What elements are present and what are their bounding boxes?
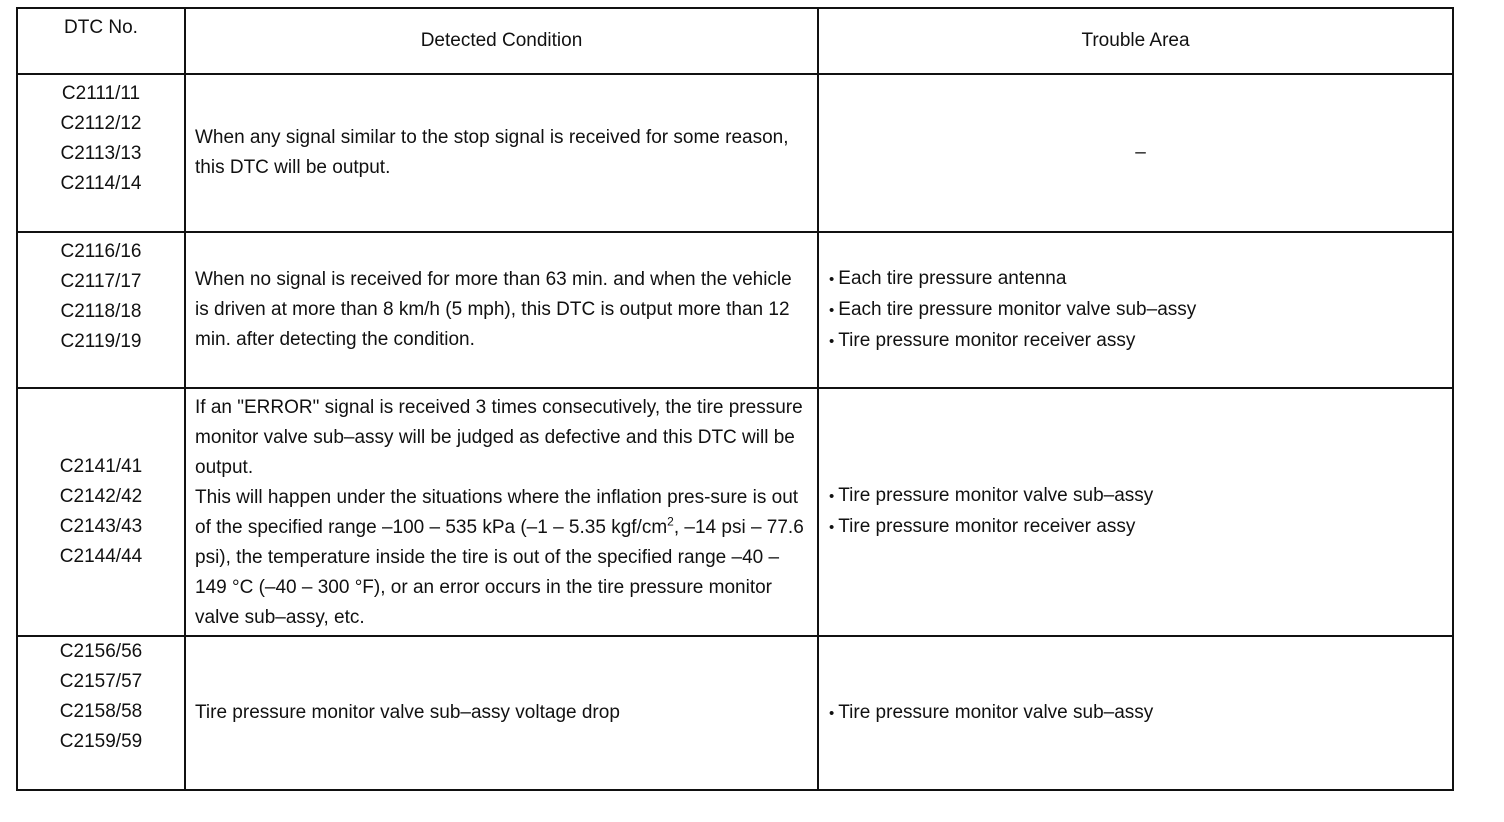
- trouble-area-item: • Tire pressure monitor valve sub–assy: [829, 698, 1452, 729]
- condition-text-part: This will happen under the situations where the inflation pres-sure is out of the specified range –100 – 535 kPa (–1 – 5.35 kgf/cm: [195, 487, 799, 538]
- dtc-code: C2111/11: [61, 83, 141, 104]
- table-row: [17, 388, 1453, 636]
- dtc-code: C2141/41: [59, 456, 143, 477]
- trouble-area-cell: [818, 388, 1453, 636]
- trouble-area-item: • Tire pressure monitor valve sub–assy: [829, 481, 1452, 512]
- condition-paragraph-2: [195, 483, 809, 633]
- header-detected-condition: Detected Condition: [185, 8, 818, 74]
- dtc-code: C2156/56: [59, 641, 143, 662]
- dtc-codes-cell: [17, 232, 185, 388]
- condition-text-part: , –14 psi – 77.6 psi), the temperature inside the tire is out of the specified range –40 – 149 °C (–40 – 300 °F), or an error occurs in the tire pressure monitor valve sub–assy, etc.: [195, 517, 804, 628]
- dtc-code: C2159/59: [59, 731, 143, 752]
- detected-condition-cell: [185, 636, 818, 790]
- trouble-area-cell: [818, 74, 1453, 232]
- trouble-area-item: • Each tire pressure monitor valve sub–assy: [829, 295, 1452, 326]
- detected-condition-cell: [185, 232, 818, 388]
- superscript-2: 2: [667, 514, 674, 529]
- dtc-code: C2112/12: [60, 113, 142, 134]
- dtc-code: C2117/17: [60, 271, 142, 292]
- condition-text: When any signal similar to the stop signal is received for some reason, this DTC will be output.: [195, 127, 789, 178]
- condition-text: Tire pressure monitor valve sub–assy voltage drop: [195, 702, 620, 723]
- dtc-code: C2142/42: [59, 486, 143, 507]
- header-row: [17, 8, 1453, 74]
- dtc-code: C2116/16: [60, 241, 142, 262]
- dtc-code: C2143/43: [59, 516, 143, 537]
- table-row: [17, 636, 1453, 790]
- dtc-codes-cell: [17, 74, 185, 232]
- dtc-code: C2118/18: [60, 301, 142, 322]
- table-row: [17, 74, 1453, 232]
- trouble-area-cell: [818, 636, 1453, 790]
- dtc-code: C2119/19: [60, 331, 142, 352]
- dtc-code: C2158/58: [59, 701, 143, 722]
- dtc-codes-cell: [17, 388, 185, 636]
- condition-paragraph-1: If an "ERROR" signal is received 3 times consecutively, the tire pressure monitor valve sub–assy will be judged as defective and this DTC will be output.: [195, 397, 803, 478]
- trouble-area-item: • Tire pressure monitor receiver assy: [829, 512, 1452, 543]
- header-dtc-no: DTC No.: [17, 8, 185, 74]
- trouble-area-cell: [818, 232, 1453, 388]
- dtc-code: C2113/13: [60, 143, 142, 164]
- trouble-area-item: • Tire pressure monitor receiver assy: [829, 326, 1452, 357]
- detected-condition-cell: [185, 74, 818, 232]
- dtc-code: C2114/14: [60, 173, 142, 194]
- dtc-codes-cell: [17, 636, 185, 790]
- condition-text: When no signal is received for more than 63 min. and when the vehicle is driven at more than 8 km/h (5 mph), this DTC is output more than 12 min. after detecting the condition.: [195, 269, 792, 350]
- trouble-area-text: –: [1135, 142, 1146, 163]
- detected-condition-cell: [185, 388, 818, 636]
- dtc-code: C2157/57: [59, 671, 143, 692]
- table-row: [17, 232, 1453, 388]
- trouble-area-item: • Each tire pressure antenna: [829, 264, 1452, 295]
- dtc-table: [16, 7, 1454, 791]
- header-trouble-area: Trouble Area: [818, 8, 1453, 74]
- dtc-code: C2144/44: [59, 546, 143, 567]
